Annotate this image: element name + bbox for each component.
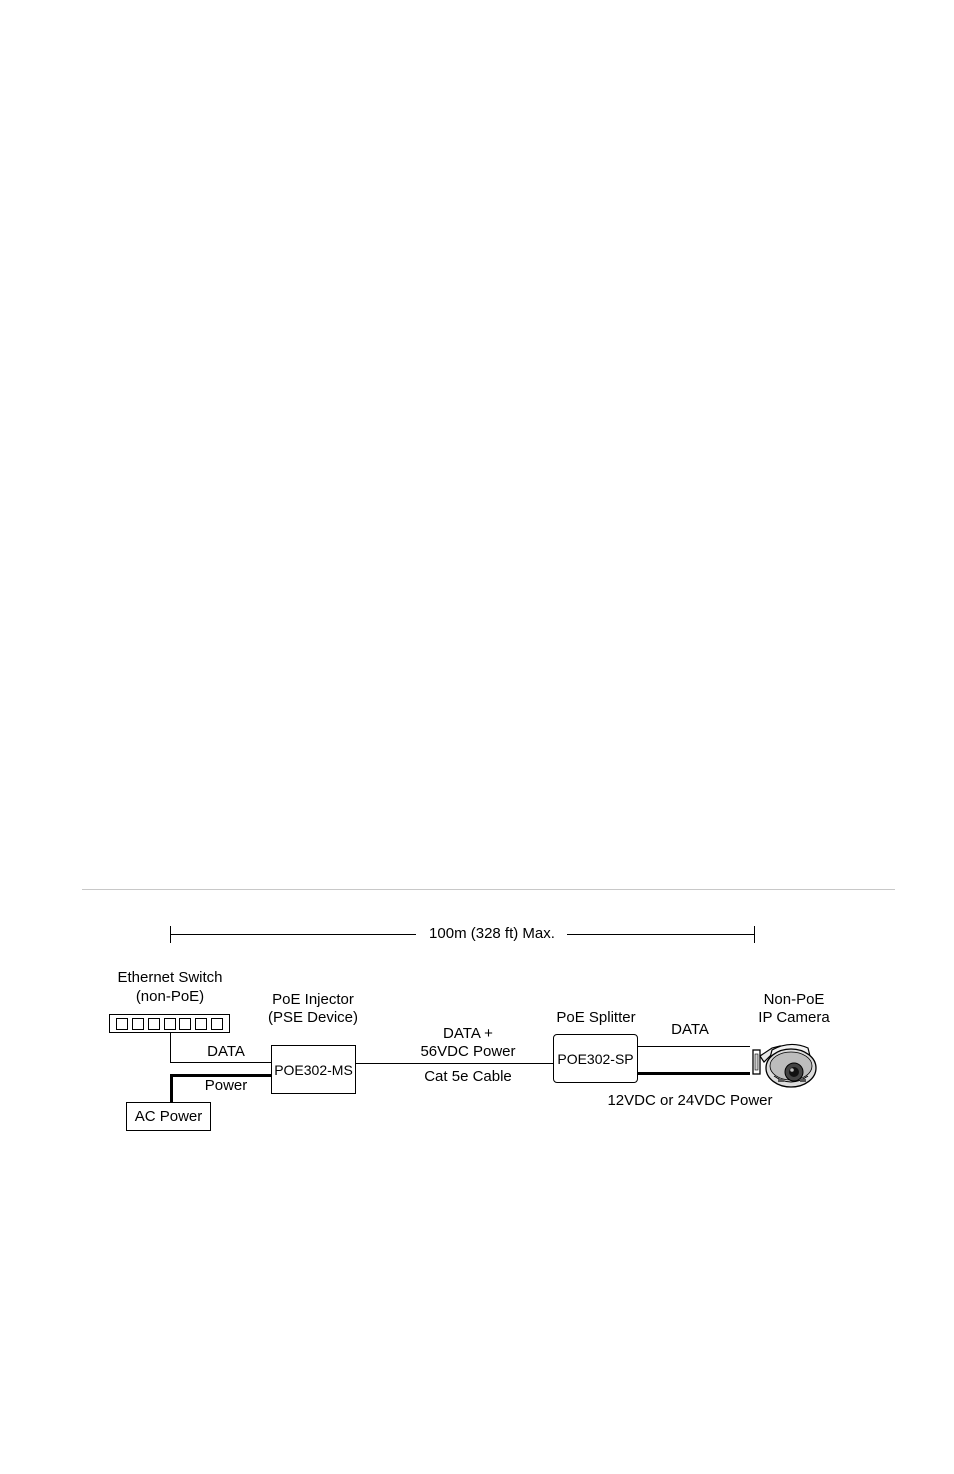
switch-data-label: DATA [207,1043,245,1060]
camera-title-line2: IP Camera [758,1009,830,1026]
distance-label: 100m (328 ft) Max. [429,925,555,942]
dome-camera-icon [750,1036,822,1090]
switch-port-icon [211,1018,223,1030]
ethernet-switch-icon [109,1014,230,1033]
camera-power-line [638,1072,750,1075]
cat5e-cable-line [356,1063,554,1064]
injector-title-line1: PoE Injector [272,991,354,1008]
distance-line-right [567,934,755,935]
switch-port-icon [116,1018,128,1030]
injector-box: POE302-MS [271,1045,356,1094]
ac-power-link-label: Power [204,1077,248,1094]
distance-line-left [170,934,416,935]
ac-power-vertical [170,1074,173,1103]
cable-label-line1: DATA + [443,1025,493,1042]
camera-power-label: 12VDC or 24VDC Power [607,1092,773,1109]
cable-label-line2: 56VDC Power [420,1043,516,1060]
section-divider [82,889,895,890]
switch-title-line2: (non-PoE) [135,988,205,1005]
distance-right-tick [754,926,755,943]
switch-data-line [170,1062,271,1063]
switch-port-icon [148,1018,160,1030]
camera-title-line1: Non-PoE [763,991,825,1008]
ac-power-box: AC Power [126,1102,211,1131]
switch-title-line1: Ethernet Switch [117,969,223,986]
switch-port-icon [179,1018,191,1030]
switch-port-icon [164,1018,176,1030]
injector-title-line2: (PSE Device) [267,1009,359,1026]
splitter-box: POE302-SP [553,1034,638,1083]
switch-data-vertical [170,1033,171,1063]
switch-port-icon [132,1018,144,1030]
splitter-title: PoE Splitter [556,1009,636,1026]
camera-data-line [638,1046,750,1047]
camera-data-label: DATA [671,1021,709,1038]
cable-type-label: Cat 5e Cable [424,1068,512,1085]
switch-port-icon [195,1018,207,1030]
